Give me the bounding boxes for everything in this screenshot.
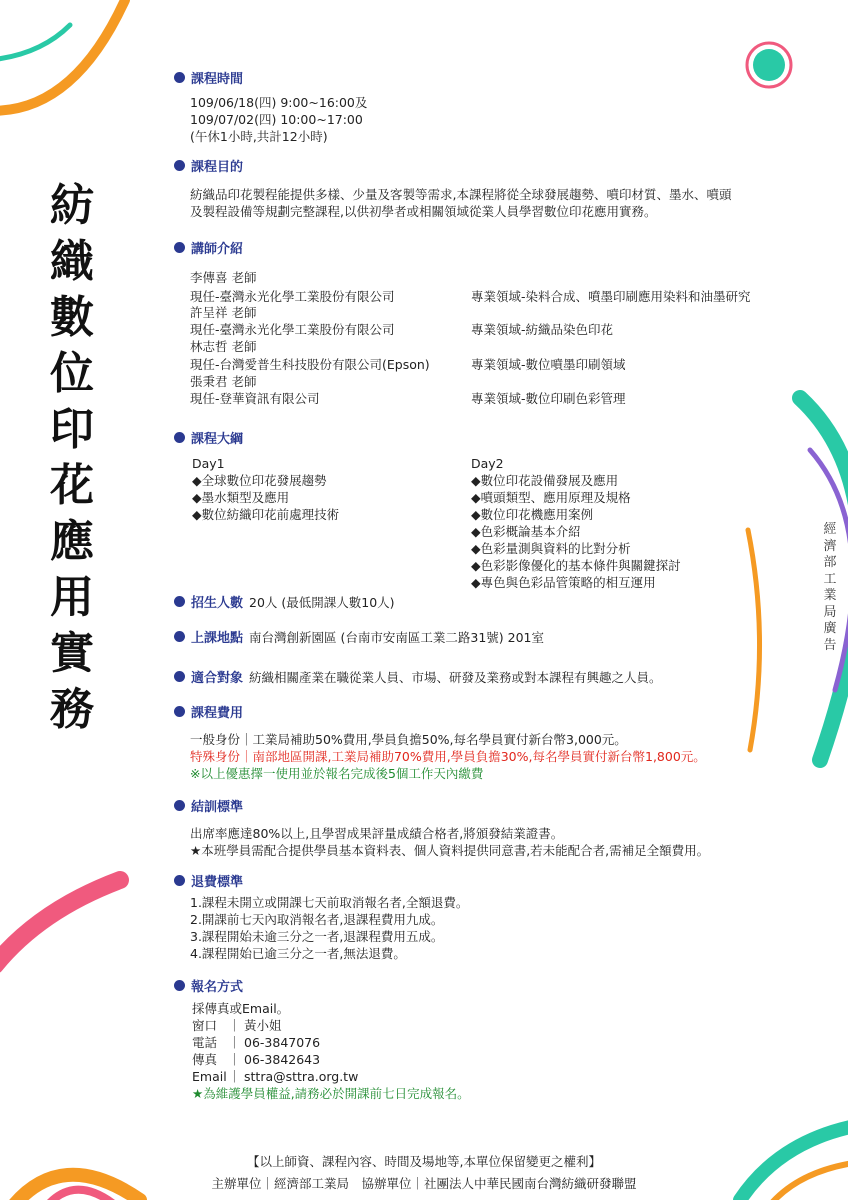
instructor-org: 現任-臺灣永光化學工業股份有限公司 (190, 289, 395, 304)
instructor-field: 專業領域-數位噴墨印刷領域 (471, 357, 626, 372)
day2-item: ◆色彩影像優化的基本條件與關鍵探討 (471, 558, 681, 573)
enrollment-text: 20人 (最低開課人數10人) (249, 594, 395, 610)
decorative-swoosh-left (0, 870, 130, 980)
section-heading: 講師介紹 (191, 242, 244, 257)
refund-line: 4.課程開始已逾三分之一者,無法退費。 (190, 946, 406, 961)
title-char: 實 (50, 628, 94, 679)
bullet-icon (174, 980, 185, 991)
ad-char: 局 (823, 604, 837, 620)
bullet-icon (174, 242, 185, 253)
section-enrollment (174, 592, 395, 611)
section-fee (174, 702, 243, 721)
section-heading: 結訓標準 (191, 800, 244, 815)
title-char: 印 (50, 404, 94, 455)
contact-separator: ｜ (228, 1069, 241, 1084)
ad-char: 濟 (823, 538, 837, 554)
title-char: 應 (50, 516, 94, 567)
section-heading: 課程大綱 (191, 432, 244, 447)
contact-value: 黃小姐 (244, 1018, 282, 1033)
contact-value: 06-3842643 (244, 1052, 321, 1067)
refund-line: 2.開課前七天內取消報名者,退課程費用九成。 (190, 912, 444, 927)
contact-label: 窗口 (192, 1018, 218, 1033)
day1-item: ◆墨水類型及應用 (192, 490, 290, 505)
title-char: 織 (50, 236, 94, 287)
schedule-line: 109/06/18(四) 9:00~16:00及 (190, 95, 368, 110)
registration-note: ★為維護學員權益,請務必於開課前七日完成報名。 (192, 1086, 470, 1101)
fee-special: 特殊身份｜南部地區開課,工業局補助70%費用,學員負擔30%,每名學員實付新台幣1,800元。 (190, 749, 706, 764)
bullet-icon (174, 671, 185, 682)
contact-label: 電話 (192, 1035, 218, 1050)
section-heading: 報名方式 (191, 980, 244, 995)
purpose-line: 紡織品印花製程能提供多樣、少量及客製等需求,本課程將從全球發展趨勢、噴印材質、墨水、噴頭 (190, 187, 732, 202)
contact-separator: ｜ (228, 1018, 241, 1033)
section-outline (174, 428, 243, 447)
location-text: 南台灣創新園區 (台南市安南區工業二路31號) 201室 (249, 629, 544, 645)
day1-label: Day1 (192, 456, 225, 471)
day2-item: ◆色彩量測與資料的比對分析 (471, 541, 631, 556)
vertical-ad-label (818, 522, 842, 654)
section-instructors (174, 238, 243, 257)
instructor-name: 許呈祥 老師 (190, 305, 257, 320)
day2-label: Day2 (471, 456, 504, 471)
section-audience (174, 667, 662, 686)
footer-organizers: 主辦單位｜經濟部工業局 協辦單位｜社團法人中華民國南台灣紡織研發聯盟 (211, 1176, 637, 1191)
instructor-name: 張秉君 老師 (190, 374, 257, 389)
day1-item: ◆全球數位印花發展趨勢 (192, 473, 327, 488)
instructor-field: 專業領域-染料合成、噴墨印刷應用染料和油墨研究 (471, 289, 751, 304)
ad-char: 廣 (823, 621, 837, 636)
decorative-swoosh-top-left (0, 0, 140, 130)
contact-email-link[interactable]: sttra@sttra.org.tw (244, 1069, 359, 1084)
bullet-icon (174, 160, 185, 171)
title-char: 花 (50, 460, 94, 511)
ad-char: 業 (823, 588, 837, 603)
section-location (174, 627, 544, 646)
contact-label: 傳真 (192, 1052, 218, 1067)
contact-separator: ｜ (228, 1052, 241, 1067)
schedule-line: (午休1小時,共計12小時) (190, 129, 328, 144)
instructor-org: 現任-登華資訊有限公司 (190, 391, 320, 406)
section-registration (174, 976, 243, 995)
registration-intro: 採傳真或Email。 (192, 1001, 290, 1016)
section-purpose (174, 156, 243, 175)
bullet-icon (174, 875, 185, 886)
bullet-icon (174, 596, 185, 607)
section-heading: 適合對象 (191, 671, 244, 686)
instructor-name: 李傳喜 老師 (190, 270, 257, 285)
section-heading: 課程費用 (191, 706, 244, 721)
vertical-title (42, 178, 102, 738)
ad-char: 告 (823, 637, 837, 653)
day1-item: ◆數位紡織印花前處理技術 (192, 507, 340, 522)
section-heading: 上課地點 (191, 631, 244, 646)
contact-separator: ｜ (228, 1035, 241, 1050)
title-char: 數 (50, 292, 94, 343)
ad-char: 工 (823, 571, 837, 587)
circle-logo-icon (742, 38, 796, 92)
section-heading: 招生人數 (191, 596, 244, 611)
section-heading: 課程時間 (191, 72, 244, 87)
section-refund (174, 871, 243, 890)
refund-line: 3.課程開始未逾三分之一者,退課程費用五成。 (190, 929, 444, 944)
section-heading: 退費標準 (191, 875, 244, 890)
title-char: 紡 (50, 180, 94, 231)
section-completion (174, 796, 243, 815)
section-heading: 課程目的 (191, 160, 244, 175)
instructor-org: 現任-臺灣永光化學工業股份有限公司 (190, 322, 395, 337)
instructor-name: 林志哲 老師 (190, 339, 257, 354)
day2-item: ◆數位印花設備發展及應用 (471, 473, 619, 488)
ad-char: 部 (823, 555, 837, 570)
contact-label: Email (192, 1069, 227, 1084)
bullet-icon (174, 432, 185, 443)
day2-item: ◆數位印花機應用案例 (471, 507, 594, 522)
instructor-field: 專業領域-數位印刷色彩管理 (471, 391, 626, 406)
fee-note: ※以上優惠擇一使用並於報名完成後5個工作天內繳費 (190, 766, 484, 781)
title-char: 位 (50, 348, 94, 399)
instructor-field: 專業領域-紡織品染色印花 (471, 322, 614, 337)
ad-char: 經 (823, 522, 837, 537)
title-char: 用 (50, 572, 94, 623)
day2-item: ◆色彩概論基本介紹 (471, 524, 581, 539)
completion-line: ★本班學員需配合提供學員基本資料表、個人資料提供同意書,若未能配合者,需補足全額費用。 (190, 843, 710, 858)
day2-item: ◆專色與色彩品管策略的相互運用 (471, 575, 656, 590)
bullet-icon (174, 72, 185, 83)
audience-text: 紡織相關產業在職從業人員、市場、研發及業務或對本課程有興趣之人員。 (249, 669, 662, 685)
contact-value: 06-3847076 (244, 1035, 321, 1050)
purpose-line: 及製程設備等規劃完整課程,以供初學者或相關領域從業人員學習數位印花應用實務。 (190, 204, 657, 219)
bullet-icon (174, 706, 185, 717)
bullet-icon (174, 631, 185, 642)
refund-line: 1.課程未開立或開課七天前取消報名者,全額退費。 (190, 895, 469, 910)
fee-general: 一般身份｜工業局補助50%費用,學員負擔50%,每名學員實付新台幣3,000元。 (190, 732, 627, 747)
day2-item: ◆噴頭類型、應用原理及規格 (471, 490, 631, 505)
section-schedule (174, 68, 243, 87)
instructor-org: 現任-台灣愛普生科技股份有限公司(Epson) (190, 357, 430, 372)
schedule-line: 109/07/02(四) 10:00~17:00 (190, 112, 363, 127)
bullet-icon (174, 800, 185, 811)
completion-line: 出席率應達80%以上,且學習成果評量成績合格者,將頒發結業證書。 (190, 826, 564, 841)
footer-disclaimer: 【以上師資、課程內容、時間及場地等,本單位保留變更之權利】 (247, 1154, 601, 1169)
title-char: 務 (50, 684, 94, 735)
